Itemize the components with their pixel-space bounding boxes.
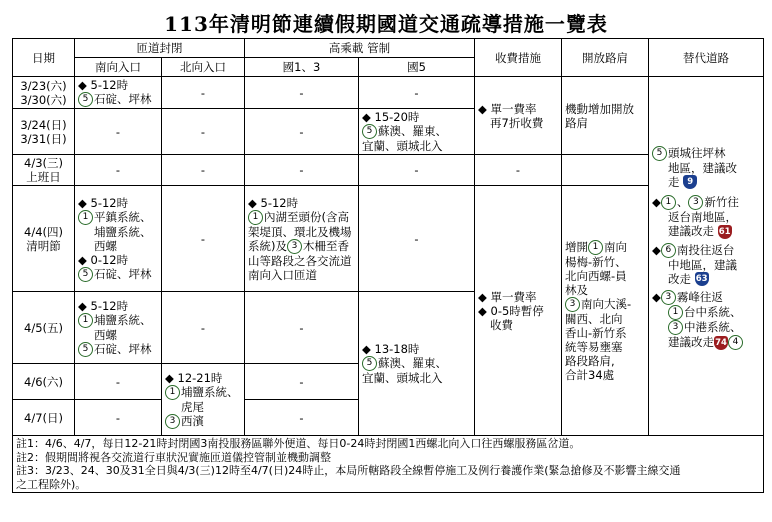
alt-cell: 5 頭城往坪林 地區，建議改 走 9 ◆ 1 、 3 新竹往 返台南地區， 建議改走 61 ◆ 6 南投往返台 中地區，建議 改走 63 ◆ 3 霧峰往返 1 台中系統、 3 中港系統、 建議改走74 4 bbox=[649, 186, 764, 436]
hov-13-cell: - bbox=[245, 400, 359, 436]
hov-13-cell: - bbox=[245, 155, 359, 186]
shoulder-cell bbox=[562, 155, 649, 186]
route-3-icon: 3 bbox=[287, 239, 302, 254]
notes-cell bbox=[13, 436, 764, 493]
toll-cell: - bbox=[475, 155, 562, 186]
route-3-icon: 3 bbox=[661, 290, 676, 305]
hov-13-cell: - bbox=[245, 364, 359, 400]
date-cell: 4/5(五) bbox=[13, 292, 75, 364]
ramp-north-cell: - bbox=[162, 109, 245, 155]
header-hov: 高乘載 管制 bbox=[245, 39, 475, 58]
route-3-icon: 3 bbox=[165, 414, 180, 429]
route-3-icon: 3 bbox=[668, 320, 683, 335]
note-1: 註1：4/6、4/7，每日12-21時封閉國3南投服務區聯外便道、每日0-24時封閉國1西螺北向入口往西螺服務區岔道。 bbox=[16, 437, 581, 450]
ramp-south-cell: - bbox=[75, 400, 162, 436]
ramp-south-cell: - bbox=[75, 155, 162, 186]
shoulder-cell: 增開 1 南向 楊梅-新竹、 北向西螺-員 林及 3 南向大溪- 關西、北向 香山-新竹系 統等易壅塞 路段路肩, 合計34處 bbox=[562, 186, 649, 436]
header-ramp-south: 南向入口 bbox=[75, 58, 162, 77]
note-2: 註2：假期間將視各交流道行車狀況實施匝道儀控管制並機動調整 bbox=[16, 450, 331, 464]
header-hov-5: 國5 bbox=[359, 58, 475, 77]
route-5-icon: 5 bbox=[78, 267, 93, 282]
hov-5-cell: ◆ 15-20時 5 蘇澳、羅東、 宜蘭、頭城北入 bbox=[359, 109, 475, 155]
date-cell: 4/3(三) 上班日 bbox=[13, 155, 75, 186]
route-3-icon: 3 bbox=[565, 297, 580, 312]
route-1-icon: 1 bbox=[661, 195, 676, 210]
ramp-north-cell: - bbox=[162, 155, 245, 186]
route-3-icon: 3 bbox=[688, 195, 703, 210]
route-5-icon: 5 bbox=[362, 356, 377, 371]
hov-5-cell: - bbox=[359, 155, 475, 186]
hov-13-cell: - bbox=[245, 292, 359, 364]
toll-cell: ◆ 單一費率 ◆ 0-5時暫停 收費 bbox=[475, 186, 562, 436]
hov-13-cell: - bbox=[245, 109, 359, 155]
ramp-south-cell: - bbox=[75, 364, 162, 400]
route-1-icon: 1 bbox=[165, 385, 180, 400]
ramp-north-cell: - bbox=[162, 292, 245, 364]
header-ramp: 匝道封閉 bbox=[75, 39, 245, 58]
header-alt: 替代道路 bbox=[649, 39, 764, 77]
header-toll: 收費措施 bbox=[475, 39, 562, 77]
route-5-icon: 5 bbox=[78, 92, 93, 107]
route-1-icon: 1 bbox=[248, 210, 263, 225]
header-shoulder: 開放路肩 bbox=[562, 39, 649, 77]
route-6-icon: 6 bbox=[661, 243, 676, 258]
route-5-icon: 5 bbox=[652, 146, 667, 161]
route-1-icon: 1 bbox=[668, 305, 683, 320]
hov-5-cell: - bbox=[359, 77, 475, 109]
ramp-north-cell: ◆ 12-21時 1 埔鹽系統、 虎尾 3 西濱 bbox=[162, 364, 245, 436]
expressway-9-icon: 9 bbox=[683, 175, 697, 189]
shoulder-cell: 機動增加開放 路肩 bbox=[562, 77, 649, 155]
ramp-north-cell: - bbox=[162, 77, 245, 109]
header-hov-13: 國1、3 bbox=[245, 58, 359, 77]
route-4-icon: 4 bbox=[728, 335, 743, 350]
route-5-icon: 5 bbox=[362, 124, 377, 139]
toll-cell: ◆ 單一費率 再7折收費 bbox=[475, 77, 562, 155]
date-cell: 4/6(六) bbox=[13, 364, 75, 400]
route-5-icon: 5 bbox=[78, 342, 93, 357]
note-3-cont: 之工程除外)。 bbox=[16, 477, 87, 491]
note-3: 註3：3/23、24、30及31全日與4/3(三)12時至4/7(日)24時止，本局所轄路段全線暫停施工及例行養護作業(緊急搶修及不影響主線交通 bbox=[16, 464, 681, 477]
hov-5-cell: - bbox=[359, 186, 475, 292]
ramp-south-cell: ◆ 5-12時 5 石碇、坪林 bbox=[75, 77, 162, 109]
route-1-icon: 1 bbox=[78, 313, 93, 328]
header-ramp-north: 北向入口 bbox=[162, 58, 245, 77]
expressway-61-icon: 61 bbox=[718, 226, 731, 237]
date-cell: 4/7(日) bbox=[13, 400, 75, 436]
ramp-south-cell: - bbox=[75, 109, 162, 155]
header-date: 日期 bbox=[13, 39, 75, 77]
measures-table bbox=[12, 38, 764, 493]
expressway-63-icon: 63 bbox=[695, 274, 708, 284]
hov-13-cell: - bbox=[245, 77, 359, 109]
ramp-north-cell: - bbox=[162, 186, 245, 292]
ramp-south-cell: ◆ 5-12時 1 埔鹽系統、 西螺 5 石碇、坪林 bbox=[75, 292, 162, 364]
route-1-icon: 1 bbox=[588, 240, 603, 255]
route-1-icon: 1 bbox=[78, 210, 93, 225]
ramp-south-cell: ◆ 5-12時 1 平鎮系統、 埔鹽系統、 西螺 ◆ 0-12時 5 石碇、坪林 bbox=[75, 186, 162, 292]
expressway-74-icon: 74 bbox=[715, 337, 727, 348]
date-cell: 3/24(日) 3/31(日) bbox=[13, 109, 75, 155]
date-cell: 3/23(六) 3/30(六) bbox=[13, 77, 75, 109]
hov-13-cell: ◆ 5-12時 1 內湖至頭份(含高 架堤頂、環北及機場 系統)及 3 木柵至香 山等路段之各交流道 南向入口匝道 bbox=[245, 186, 359, 292]
hov-5-cell: ◆ 13-18時 5 蘇澳、羅東、 宜蘭、頭城北入 bbox=[359, 292, 475, 436]
date-cell: 4/4(四) 清明節 bbox=[13, 186, 75, 292]
page-title: 113年清明節連續假期國道交通疏導措施一覽表 bbox=[164, 12, 608, 36]
